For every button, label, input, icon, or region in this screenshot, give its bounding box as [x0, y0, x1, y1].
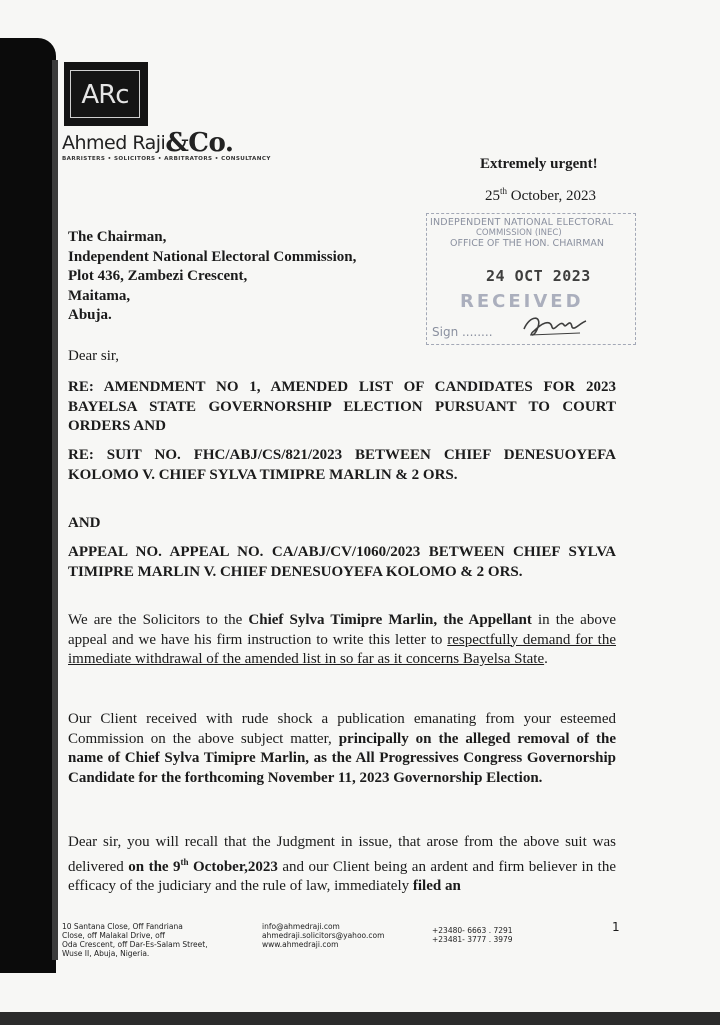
paragraph-sup: th: [180, 856, 189, 867]
paragraph-underlined: respectfully demand for the immediate withdrawal of the amended list in so far as it concerns Bayelsa State: [68, 631, 616, 667]
stamp-line: INDEPENDENT NATIONAL ELECTORAL: [430, 217, 614, 228]
page-number: 1: [612, 920, 620, 934]
salutation: Dear sir,: [68, 348, 120, 364]
stamp-date: 24 OCT 2023: [486, 267, 591, 285]
paragraph-text: in the above appeal and we have his firm instruction to write this letter to: [68, 612, 617, 648]
stamp-line: COMMISSION (INEC): [476, 228, 562, 238]
firm-name: [62, 128, 233, 158]
paragraph-text: Dear sir, you will recall that the Judgment in issue, that arose from the above suit was delivered: [68, 834, 616, 875]
footer-line: +23481- 3777 . 3979: [432, 935, 513, 944]
stamp-received: RECEIVED: [460, 291, 584, 312]
paragraph-1: [68, 611, 616, 670]
footer-line: +23480- 6663 . 7291: [432, 926, 513, 935]
footer-contacts: [262, 922, 422, 949]
letter-date: [485, 186, 596, 205]
binding-edge: [52, 60, 58, 960]
paragraph-bold: filed an: [412, 878, 461, 894]
footer-line: Close, off Malakal Drive, off: [62, 931, 165, 940]
stamp-sign-label: Sign ........: [432, 325, 493, 339]
subject-re-1: RE: AMENDMENT NO 1, AMENDED LIST OF CANDIDATES FOR 2023 BAYELSA STATE GOVERNORSHIP ELECTION PURSUANT TO COURT ORDERS AND: [68, 379, 616, 434]
signature-icon: [520, 309, 590, 339]
recipient-line: Independent National Electoral Commission,: [68, 248, 357, 265]
paragraph-text: and our Client being an ardent and firm believer in the efficacy of the judiciary and the rule of law, immediately: [68, 858, 616, 894]
date-day: 25: [485, 188, 500, 204]
paragraph-text: .: [544, 651, 548, 667]
bottom-shadow: [0, 1012, 720, 1025]
footer-phones: [432, 926, 542, 944]
firm-tagline: BARRISTERS • SOLICITORS • ARBITRATORS • CONSULTANCY: [62, 156, 271, 162]
paragraph-2: [68, 710, 616, 788]
recipient-line: Maitama,: [68, 287, 131, 304]
priority-note: Extremely urgent!: [480, 156, 598, 172]
date-rest: October, 2023: [507, 188, 596, 204]
firm-name-amp: &Co.: [165, 128, 234, 158]
paragraph-bold: principally on the alleged removal of the name of Chief Sylva Timipre Marlin, as the All Progressives Congress Governorship Candidate for the forthcoming November 11, 2023 Governorship Election.: [68, 730, 616, 786]
binding-shadow: [0, 38, 56, 973]
footer-line: info@ahmedraji.com: [262, 922, 340, 931]
paragraph-bold: Chief Sylva Timipre Marlin, the Appellant: [248, 612, 532, 628]
paragraph-bold: on the 9: [128, 858, 181, 875]
firm-logo-mark: ARc: [70, 70, 140, 118]
received-stamp: [426, 205, 636, 345]
subject-and: AND: [68, 515, 101, 531]
footer-address: [62, 922, 242, 958]
paragraph-bold: October,2023: [188, 858, 278, 875]
footer-line: 10 Santana Close, Off Fandriana: [62, 922, 183, 931]
paragraph-3: [68, 833, 616, 897]
recipient-line: Abuja.: [68, 307, 112, 323]
footer-line: ahmedraji.solicitors@yahoo.com: [262, 931, 385, 940]
footer-line: Oda Crescent, off Dar-Es-Salam Street,: [62, 940, 208, 949]
footer-line: www.ahmedraji.com: [262, 940, 339, 949]
footer-line: Wuse II, Abuja, Nigeria.: [62, 949, 150, 958]
paragraph-text: Our Client received with rude shock a publication emanating from your esteemed Commission on the above subject matter,: [68, 711, 616, 747]
recipient-line: The Chairman,: [68, 229, 167, 245]
stamp-line: OFFICE OF THE HON. CHAIRMAN: [450, 238, 605, 249]
recipient-address: [68, 228, 356, 326]
paragraph-text: We are the Solicitors to the: [68, 612, 249, 628]
subject-re-2: RE: SUIT NO. FHC/ABJ/CS/821/2023 BETWEEN CHIEF DENESUOYEFA KOLOMO V. CHIEF SYLVA TIMIPRE MARLIN & 2 ORS.: [68, 447, 616, 483]
subject-appeal: APPEAL NO. APPEAL NO. CA/ABJ/CV/1060/2023 BETWEEN CHIEF SYLVA TIMIPRE MARLIN V. CHIEF DENESUOYEFA KOLOMO & 2 ORS.: [68, 544, 616, 580]
date-suffix: th: [500, 186, 508, 196]
firm-name-text: Ahmed Raji: [62, 132, 166, 154]
recipient-line: Plot 436, Zambezi Crescent,: [68, 268, 248, 284]
